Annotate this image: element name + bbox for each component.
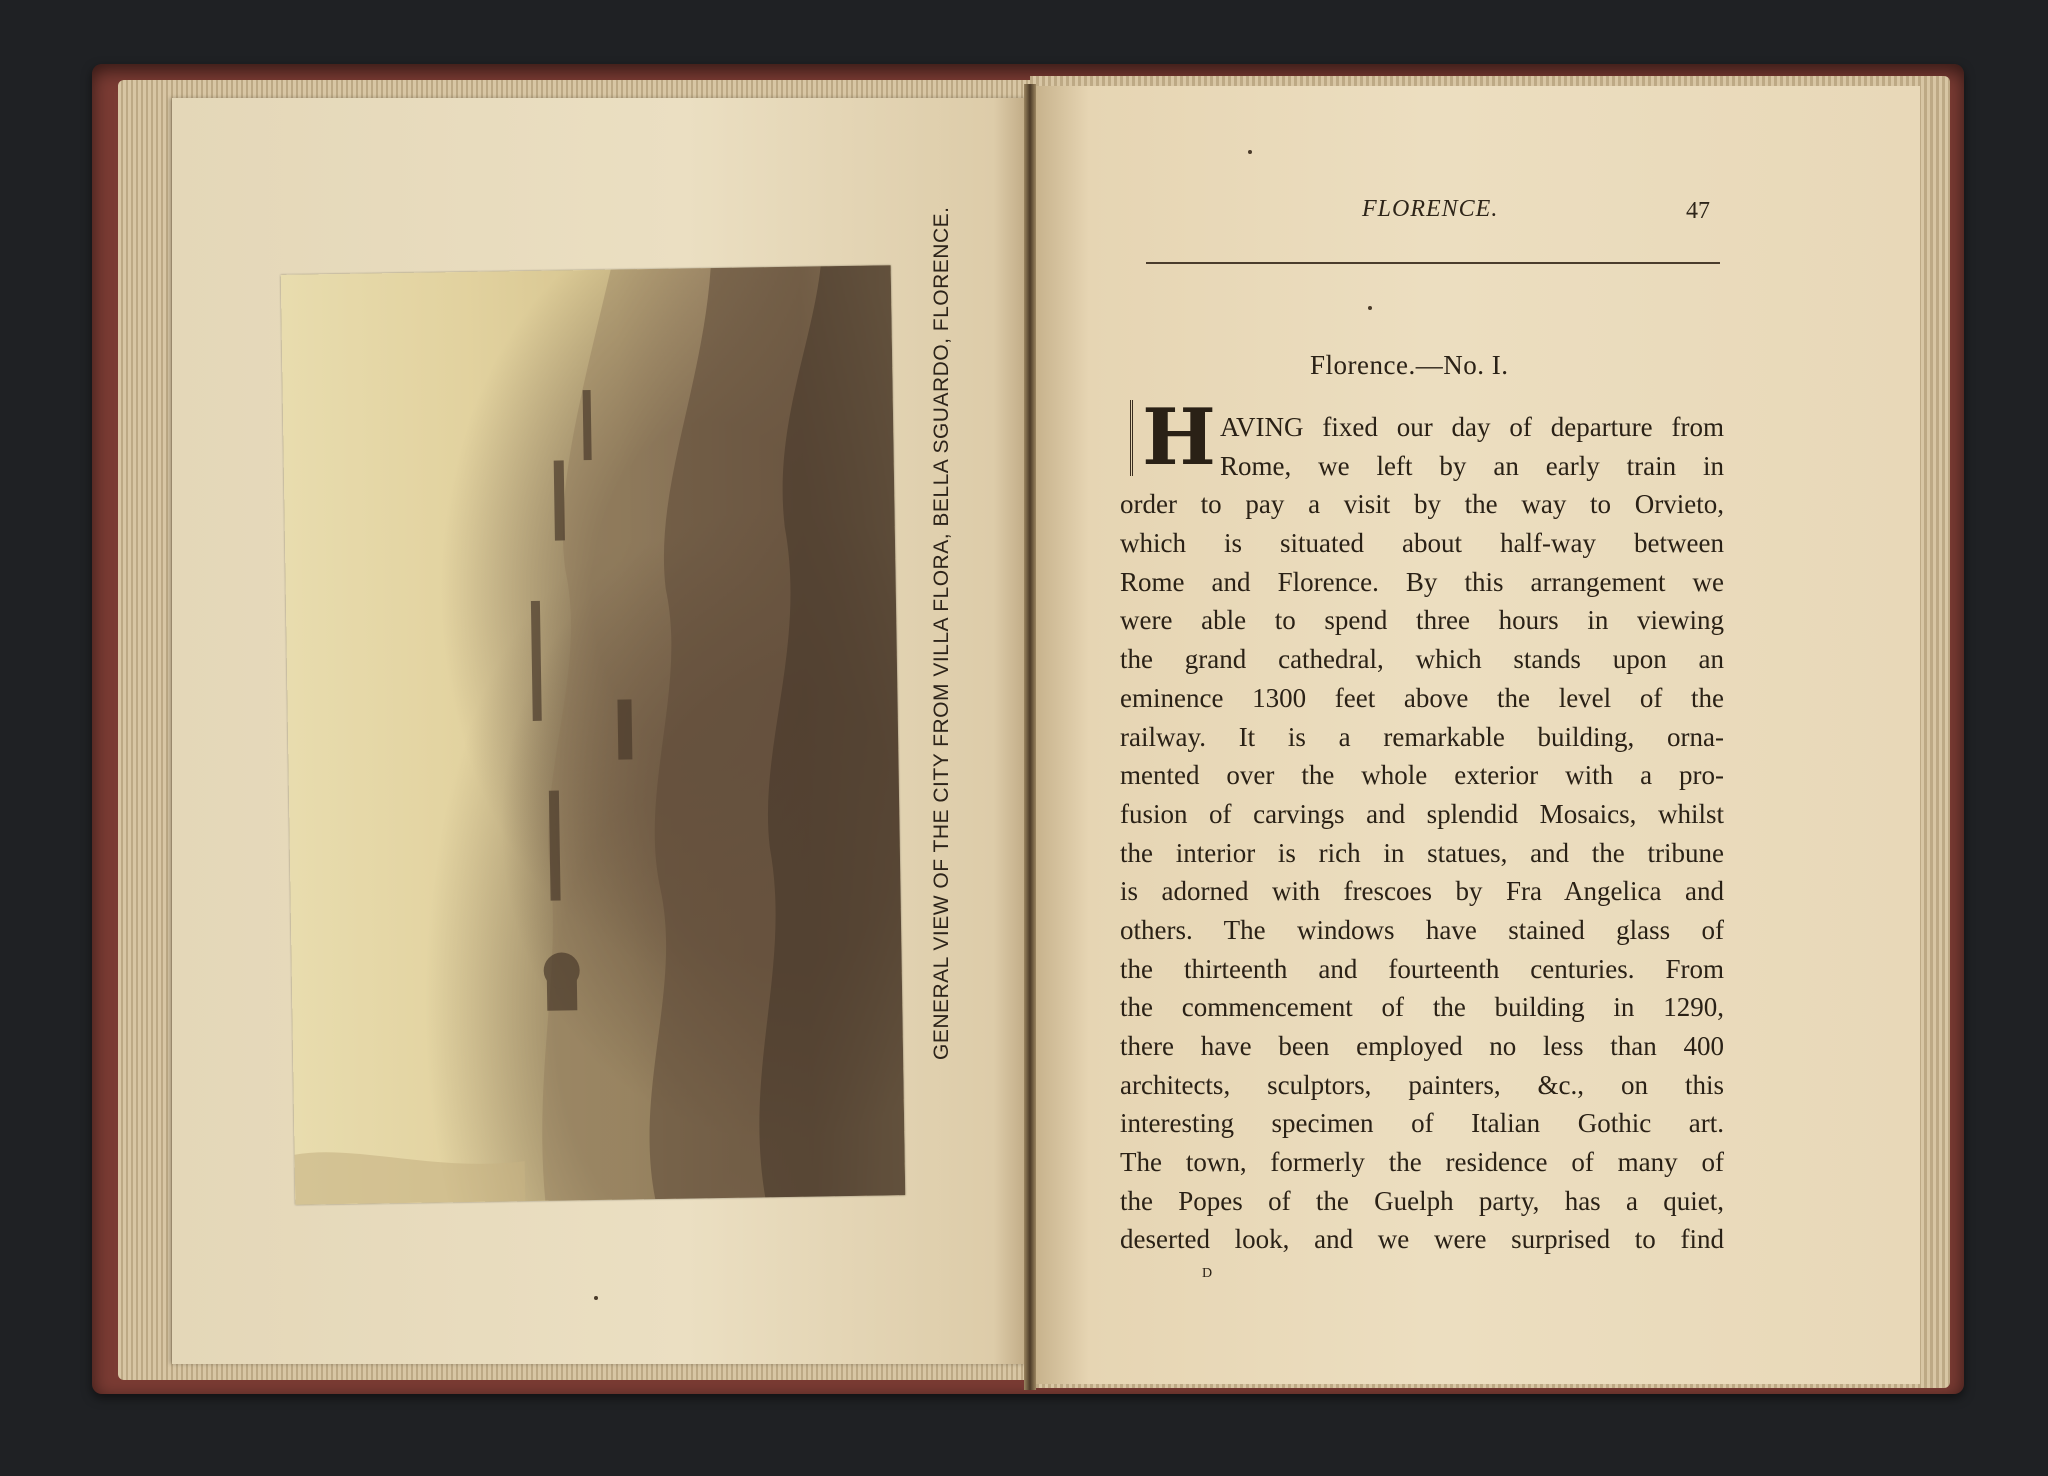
ornamental-drop-cap: H — [1130, 400, 1225, 476]
page-number: 47 — [1686, 198, 1710, 224]
section-title: Florence.—No. I. — [1310, 350, 1509, 380]
text-line: which is situated about half-way between — [1120, 528, 1724, 559]
paper-speck — [594, 1296, 598, 1300]
running-head: FLORENCE. — [1362, 196, 1499, 222]
text-line: railway. It is a remarkable building, orna- — [1120, 721, 1724, 752]
text-line: is adorned with frescoes by Fra Angelica and — [1120, 876, 1724, 907]
text-line: The town, formerly the residence of many of — [1120, 1147, 1724, 1178]
text-line: Rome, we left by an early train in — [1220, 450, 1724, 481]
text-line: mented over the whole exterior with a pro- — [1120, 760, 1724, 791]
text-line: eminence 1300 feet above the level of the — [1120, 682, 1724, 713]
text-line: Rome and Florence. By this arrangement we — [1120, 566, 1724, 597]
text-line: the grand cathedral, which stands upon an — [1120, 644, 1724, 675]
text-line: architects, sculptors, painters, &c., on this — [1120, 1069, 1724, 1100]
body-text — [1120, 408, 1724, 1259]
plate-caption: GENERAL VIEW OF THE CITY FROM VILLA FLORA, BELLA SGUARDO, FLORENCE. — [930, 206, 953, 1060]
city-view-photograph — [281, 265, 906, 1204]
text-line: others. The windows have stained glass of — [1120, 914, 1724, 945]
book-gutter — [1024, 84, 1036, 1390]
text-line: the Popes of the Guelph party, has a quiet, — [1120, 1185, 1724, 1216]
paper-speck — [1248, 150, 1252, 154]
text-line: order to pay a visit by the way to Orvieto, — [1120, 489, 1724, 520]
paper-speck — [1368, 306, 1372, 310]
text-line: deserted look, and we were surprised to find — [1120, 1224, 1724, 1255]
text-line: the interior is rich in statues, and the tribune — [1120, 837, 1724, 868]
text-line: there have been employed no less than 400 — [1120, 1031, 1724, 1061]
text-line: the thirteenth and fourteenth centuries. From — [1120, 953, 1724, 984]
signature-mark: D — [1202, 1266, 1213, 1281]
text-line: were able to spend three hours in viewing — [1120, 605, 1724, 636]
albumen-photograph-plate — [281, 265, 906, 1204]
header-rule — [1146, 262, 1720, 264]
text-line: interesting specimen of Italian Gothic art. — [1120, 1108, 1724, 1139]
text-line: the commencement of the building in 1290, — [1120, 992, 1724, 1023]
text-line: AVING fixed our day of departure from — [1220, 412, 1724, 442]
text-line: fusion of carvings and splendid Mosaics, whilst — [1120, 798, 1724, 829]
